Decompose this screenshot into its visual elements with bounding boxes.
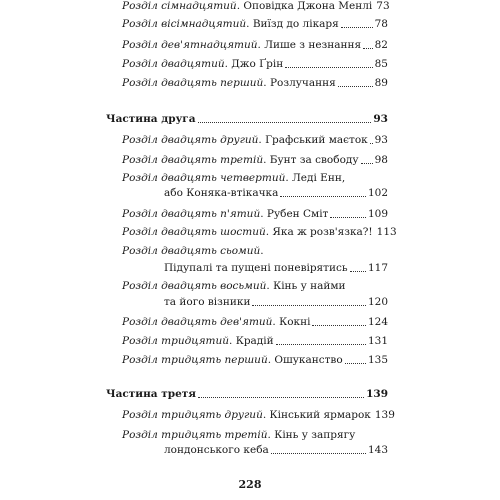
page-number: 109 <box>367 208 388 220</box>
chapter-title: . Кокні <box>272 316 311 328</box>
page-number: 102 <box>367 187 388 199</box>
toc-entry-first-line <box>122 245 264 258</box>
part-label: Частина третя <box>106 388 197 400</box>
page-number: 73 <box>376 0 390 12</box>
toc-entry <box>164 187 388 200</box>
chapter-label: Розділ двадцять другий <box>122 134 259 146</box>
toc-entry <box>122 409 395 422</box>
chapter-title: . Крадій <box>229 335 274 347</box>
chapter-label: Розділ тридцять третій <box>122 429 268 441</box>
chapter-label: Розділ двадцять перший <box>122 77 264 89</box>
chapter-label: Розділ вісімнадцятий <box>122 18 247 30</box>
toc-entry <box>164 296 388 309</box>
page-number: 113 <box>376 226 397 238</box>
dot-leader <box>363 48 372 49</box>
page-number: 93 <box>374 134 388 146</box>
toc-entry <box>122 18 388 31</box>
chapter-label: Розділ тридцять другий <box>122 409 263 421</box>
toc-part-heading <box>106 388 388 401</box>
chapter-label: Розділ двадцять сьомий <box>122 245 261 257</box>
page-number: 82 <box>374 39 388 51</box>
chapter-title-continued: та його візники <box>164 296 251 308</box>
toc-entry <box>122 226 397 239</box>
page-number: 120 <box>367 296 388 308</box>
chapter-title: . Розлучання <box>263 77 336 89</box>
dot-leader <box>330 217 366 218</box>
chapter-title: . Джо Ґрін <box>224 58 284 70</box>
chapter-title: . Кінь у запрягу <box>267 429 356 441</box>
chapter-label: Розділ двадцять восьмий <box>122 280 267 292</box>
chapter-title-continued: або Коняка-втікачка <box>164 187 279 199</box>
toc-entry <box>122 77 388 90</box>
toc-part-heading <box>106 113 388 126</box>
chapter-title: . Яка ж розв'язка?! <box>265 226 373 238</box>
chapter-label: Розділ тридцятий <box>122 335 230 347</box>
toc-entry <box>122 39 388 52</box>
dot-leader <box>276 344 366 345</box>
chapter-label: Розділ сімнадцятий <box>122 0 237 12</box>
chapter-title: . Кінський ярмарок <box>262 409 371 421</box>
chapter-title: . Виїзд до лікаря <box>246 18 339 30</box>
dot-leader <box>350 271 366 272</box>
chapter-title: . Бунт за свободу <box>263 154 359 166</box>
chapter-label: Розділ двадцятий <box>122 58 225 70</box>
part-label: Частина друга <box>106 113 196 125</box>
page-number: 89 <box>374 77 388 89</box>
dot-leader <box>280 196 366 197</box>
toc-entry <box>122 58 388 71</box>
dot-leader <box>341 27 373 28</box>
chapter-title: . Кінь у найми <box>266 280 346 292</box>
chapter-label: Розділ двадцять п'ятий <box>122 208 261 220</box>
chapter-title: . Графський маєток <box>258 134 368 146</box>
dot-leader <box>252 305 366 306</box>
page-number: 135 <box>367 354 388 366</box>
page-number: 143 <box>367 444 388 456</box>
dot-leader <box>285 67 372 68</box>
chapter-title: . Лише з незнання <box>257 39 362 51</box>
toc-entry <box>122 316 388 329</box>
page-number: 85 <box>374 58 388 70</box>
toc-entry <box>122 335 388 348</box>
chapter-title-continued: Підупалі та пущені поневірятись <box>164 262 348 274</box>
dot-leader <box>361 163 373 164</box>
dot-leader <box>312 325 365 326</box>
toc-entry-first-line <box>122 429 355 442</box>
chapter-label: Розділ двадцять третій <box>122 154 264 166</box>
toc-entry-first-line <box>122 280 346 293</box>
toc-entry <box>122 134 388 147</box>
dot-leader <box>198 397 364 398</box>
toc-entry <box>164 262 388 275</box>
chapter-label: Розділ дев'ятнадцятий <box>122 39 258 51</box>
page-number: 98 <box>374 154 388 166</box>
chapter-label: Розділ двадцять четвертий <box>122 172 286 184</box>
dot-leader <box>370 143 373 144</box>
chapter-title: . <box>260 245 264 257</box>
page-number: 117 <box>367 262 388 274</box>
page-number: 139 <box>366 388 388 400</box>
chapter-title: . Ошуканство <box>267 354 343 366</box>
chapter-title: . Рубен Сміт <box>260 208 329 220</box>
page-folio: 228 <box>238 478 262 491</box>
chapter-label: Розділ тридцять перший <box>122 354 268 366</box>
dot-leader <box>271 453 366 454</box>
toc-entry <box>122 354 388 367</box>
chapter-title-continued: лондонського кеба <box>164 444 269 456</box>
page-number: 78 <box>374 18 388 30</box>
chapter-label: Розділ двадцять шостий <box>122 226 266 238</box>
page-number: 139 <box>374 409 395 421</box>
page-number: 131 <box>367 335 388 347</box>
toc-entry <box>122 0 388 13</box>
chapter-title: . Леді Енн, <box>285 172 346 184</box>
toc-entry <box>122 154 388 167</box>
toc-entry <box>164 444 388 457</box>
toc-entry-first-line <box>122 172 345 185</box>
dot-leader <box>198 122 372 123</box>
dot-leader <box>345 363 366 364</box>
chapter-label: Розділ двадцять дев'ятий <box>122 316 273 328</box>
page-number: 124 <box>367 316 388 328</box>
toc-entry <box>122 208 388 221</box>
page-number: 93 <box>373 113 388 125</box>
chapter-title: . Оповідка Джона Менлі <box>236 0 373 12</box>
dot-leader <box>338 86 373 87</box>
